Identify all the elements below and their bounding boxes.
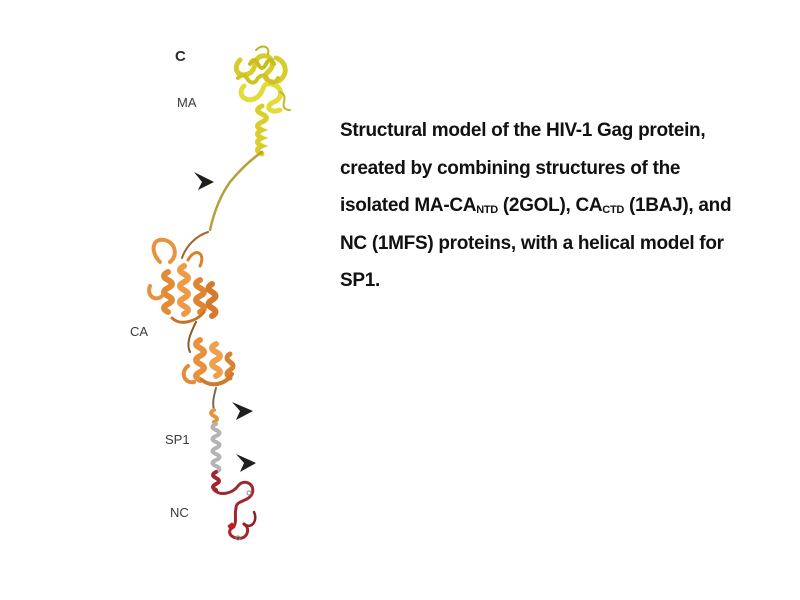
label-nc: NC bbox=[170, 505, 189, 520]
arrowhead-ca-sp1 bbox=[232, 402, 253, 420]
ma-domain bbox=[210, 47, 290, 230]
arrowhead-sp1-nc bbox=[236, 454, 256, 472]
label-ca: CA bbox=[130, 324, 149, 339]
caption-part-1: Structural model of the HIV-1 Gag protein, created by combining structures of the isolated MA-CA bbox=[340, 120, 706, 216]
label-sp1: SP1 bbox=[165, 432, 190, 447]
caption-part-2: (2GOL), CA bbox=[497, 195, 603, 216]
arrowhead-ma-ca bbox=[194, 172, 214, 190]
ca-ntd-domain bbox=[149, 232, 215, 322]
caption-subscript-ctd: CTD bbox=[602, 204, 625, 216]
ca-ctd-domain bbox=[184, 322, 233, 422]
sp1-helix bbox=[213, 424, 220, 472]
figure-caption bbox=[340, 112, 750, 300]
panel-letter: C bbox=[175, 48, 186, 65]
label-ma: MA bbox=[177, 95, 197, 110]
protein-ribbon-model bbox=[110, 30, 310, 560]
arrowheads bbox=[194, 172, 256, 472]
gag-protein-structure bbox=[110, 30, 310, 560]
caption-part-3: (1BAJ), and NC (1MFS) proteins, with a helical model for SP1. bbox=[340, 195, 732, 291]
caption-subscript-ntd: NTD bbox=[476, 204, 498, 216]
nc-domain bbox=[213, 472, 255, 540]
